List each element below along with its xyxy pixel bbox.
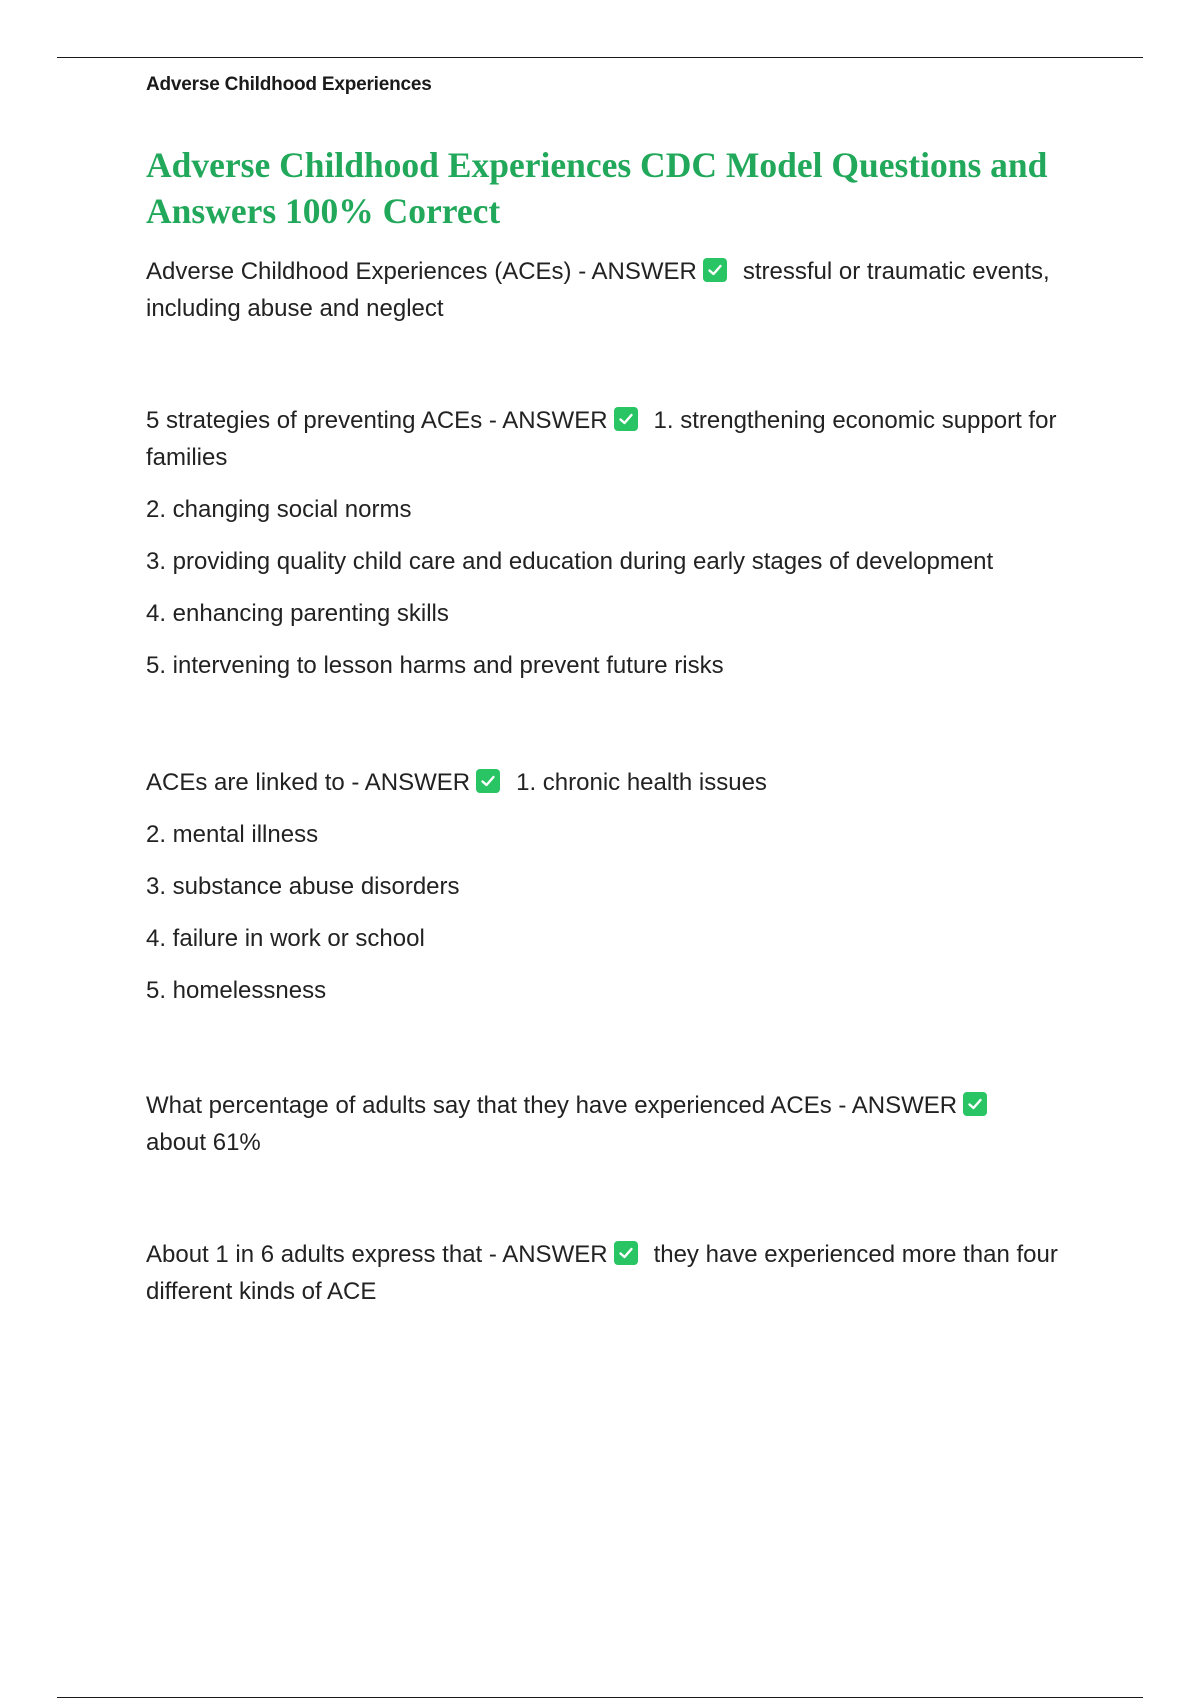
check-icon <box>963 1092 987 1116</box>
answer-list-item: 4. enhancing parenting skills <box>146 600 449 627</box>
check-icon <box>476 769 500 793</box>
qa-line <box>146 253 1086 327</box>
header-rule <box>57 57 1143 58</box>
qa-item-2 <box>146 402 1086 684</box>
answer-list-item: 3. substance abuse disorders <box>146 873 460 900</box>
qa-answer: about 61% <box>146 1129 261 1156</box>
qa-line <box>146 764 1086 801</box>
check-icon <box>614 1241 638 1265</box>
document-title: Adverse Childhood Experiences CDC Model Questions and Answers 100% Correct <box>146 145 1048 231</box>
answer-list-item: 2. mental illness <box>146 821 319 848</box>
check-icon <box>703 258 727 282</box>
answer-list-item: 5. intervening to lesson harms and prevent future risks <box>146 652 724 679</box>
running-header: Adverse Childhood Experiences <box>146 74 432 95</box>
answer-list-item: 2. changing social norms <box>146 496 412 523</box>
qa-answer: 1. chronic health issues <box>516 769 767 796</box>
qa-question: What percentage of adults say that they have experienced ACEs - ANSWER <box>146 1092 958 1119</box>
qa-question: Adverse Childhood Experiences (ACEs) - ANSWER <box>146 258 697 285</box>
qa-item-4 <box>146 1087 1086 1161</box>
qa-question: 5 strategies of preventing ACEs - ANSWER <box>146 407 608 434</box>
qa-item-5 <box>146 1236 1086 1310</box>
answer-list-item: 3. providing quality child care and education during early stages of development <box>146 548 994 575</box>
qa-line <box>146 402 1086 476</box>
answer-list-item: 4. failure in work or school <box>146 925 425 952</box>
qa-line <box>146 1087 1086 1161</box>
answer-list-item: 5. homelessness <box>146 977 327 1004</box>
qa-item-1 <box>146 253 1086 327</box>
footer-rule <box>57 1697 1143 1698</box>
qa-answer: they have experienced more than four different kinds of ACE <box>146 1241 1058 1305</box>
check-icon <box>614 407 638 431</box>
qa-question: About 1 in 6 adults express that - ANSWER <box>146 1241 608 1268</box>
qa-answer: 1. strengthening economic support for families <box>146 407 1057 471</box>
qa-line <box>146 1236 1086 1310</box>
qa-answer: stressful or traumatic events, including abuse and neglect <box>146 258 1050 322</box>
qa-item-3 <box>146 764 1086 1009</box>
qa-question: ACEs are linked to - ANSWER <box>146 769 471 796</box>
